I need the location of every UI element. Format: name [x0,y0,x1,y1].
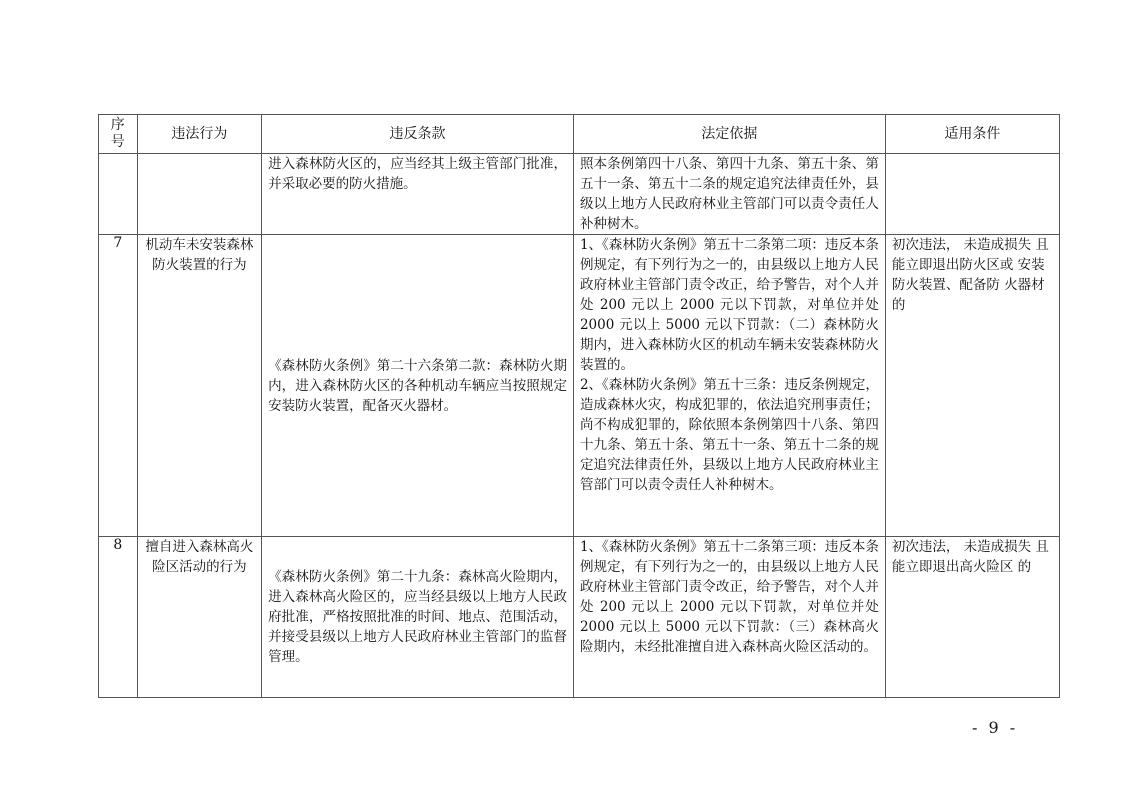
row-condition [885,154,1059,235]
row-condition: 初次违法， 未造成损失 且能立即退出防火区或 安装防火装置、配备防 火器材的 [885,235,1059,537]
basis-item: 2、《森林防火条例》第五十三条：违反条例规定，造成森林火灾，构成犯罪的，依法追究刑事责任；尚不构成犯罪的，除依照本条例第四十八条、第四十九条、第五十条、第五十一条、第五十二条的规定追究法律责任外，县级以上地方人民政府林业主管部门可以责令责任人补种树木。 [579,377,879,493]
row-article: 《森林防火条例》第二十九条：森林高火险期内，进入森林高火险区的，应当经县级以上地方人民政府批准，严格按照批准的时间、地点、范围活动，并接受县级以上地方人民政府林业主管部门的监督管理。 [262,537,574,698]
header-article: 违反条款 [262,115,574,154]
table-header-row [99,115,1060,154]
header-no: 序号 [99,115,138,154]
basis-item: 1、《森林防火条例》第五十二条第二项：违反本条例规定，有下列行为之一的，由县级以上地方人民政府林业主管部门责令改正，给予警告，对个人并处 200 元以上 2000 元以下罚款，对单位并处 2000 元以上 5000 元以下罚款：（二）森林防火期内，进入森林防火区的机动车辆未安装森林防火装置的。 [579,237,879,373]
row-no: 7 [99,235,138,537]
table-row [99,154,1060,235]
row-basis [573,154,885,235]
penalty-table [98,114,1060,698]
row-condition: 初次违法， 未造成损失 且能立即退出高火险区 的 [885,537,1059,698]
header-basis: 法定依据 [573,115,885,154]
basis-item: 照本条例第四十八条、第四十九条、第五十条、第五十一条、第五十二条的规定追究法律责任外，县级以上地方人民政府林业主管部门可以责令责任人补种树木。 [579,156,879,232]
basis-item: 1、《森林防火条例》第五十二条第三项：违反本条例规定，有下列行为之一的，由县级以上地方人民政府林业主管部门责令改正，给予警告，对个人并处 200 元以上 2000 元以下罚款，对单位并处 2000 元以上 5000 元以下罚款：（三）森林高火险期内，未经批准擅自进入森林高火险区活动的。 [579,539,879,655]
row-article: 进入森林防火区的，应当经其上级主管部门批准，并采取必要的防火措施。 [262,154,574,235]
table-row [99,235,1060,537]
row-basis [573,537,885,698]
page-number: - 9 - [972,718,1019,737]
table-row [99,537,1060,698]
row-no: 8 [99,537,138,698]
row-behavior: 擅自进入森林高火险区活动的行为 [137,537,262,698]
header-behavior: 违法行为 [137,115,262,154]
row-no [99,154,138,235]
row-basis [573,235,885,537]
row-article: 《森林防火条例》第二十六条第二款：森林防火期内，进入森林防火区的各种机动车辆应当按照规定安装防火装置，配备灭火器材。 [262,235,574,537]
header-condition: 适用条件 [885,115,1059,154]
row-behavior: 机动车未安装森林防火装置的行为 [137,235,262,537]
row-behavior [137,154,262,235]
